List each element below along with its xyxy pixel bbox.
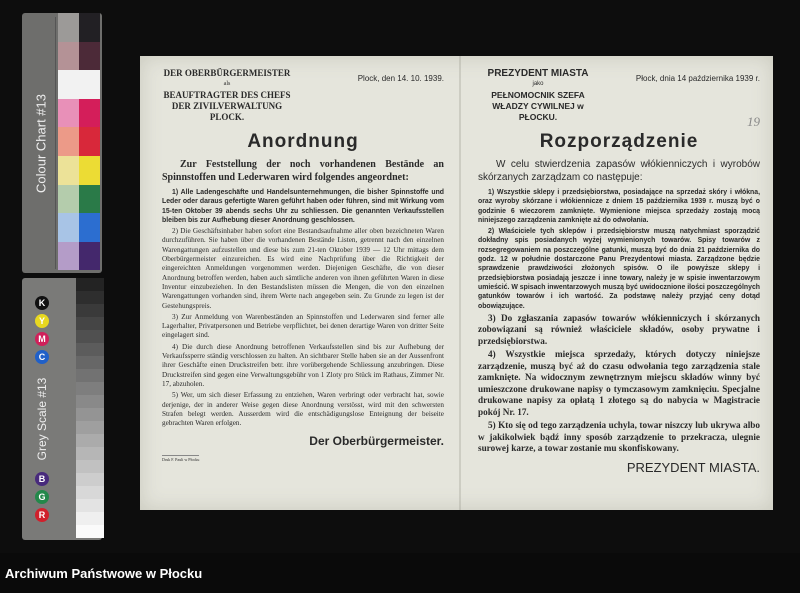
channel-dot-b: B bbox=[35, 472, 49, 486]
colour-swatch bbox=[79, 213, 100, 242]
issuer-jako: jako bbox=[532, 81, 544, 87]
document-title: Anordnung bbox=[247, 131, 359, 152]
grey-scale-title: Grey Scale #13 bbox=[35, 377, 49, 461]
colour-swatch bbox=[58, 242, 79, 271]
document-sheet bbox=[140, 56, 773, 510]
grey-step bbox=[76, 499, 104, 512]
grey-step bbox=[76, 343, 104, 356]
issuer-line-3: DER ZIVILVERWALTUNG PLOCK. bbox=[171, 101, 283, 122]
channel-dot-m: M bbox=[35, 332, 49, 346]
colour-swatch bbox=[58, 70, 79, 99]
colour-chart bbox=[22, 13, 102, 273]
grey-step bbox=[76, 291, 104, 304]
grey-step bbox=[76, 473, 104, 486]
paragraph-5: 5) Wer, um sich dieser Erfassung zu entziehen, Waren verbringt oder verbracht hat, sowie derjenige, der in anderer Weise gegen diese Anordnung verstösst, wird mit den schwersten Strafen belegt werden. Ausserdem wird die entschädigungslose Enteignung der beiseite gebrachten Waren erfolgen. bbox=[162, 391, 444, 428]
header-row bbox=[478, 68, 760, 123]
intro-text: Zur Feststellung der noch vorhandenen Bestände an Spinnstoffen und Lederwaren wird folgendes angeordnet: bbox=[162, 159, 444, 183]
document-date: Plock, den 14. 10. 1939. bbox=[357, 74, 444, 83]
intro-text: W celu stwierdzenia zapasów włókienniczych i wyrobów skórzanych zarządzam co następuje: bbox=[478, 159, 760, 183]
channel-dot-g: G bbox=[35, 490, 49, 504]
grey-step bbox=[76, 304, 104, 317]
paragraph-2: 2) Die Geschäftsinhaber haben sofort eine Bestandsaufnahme aller oben bezeichneten Waren durchzuführen. Sie haben über die vorhandenen Bestände Listen, getrennt nach den einzelnen Warengattungen aufzustellen und diese bis zum 21-ten Oktober 1939 — 12 Uhr mittags dem Oberbürgermeister einzureichen. Es wird eine Nachprüfung über die Richtigkeit der eingereichten Anmeldungen vorgenommen werden. Diejenigen Geschäfte, die von dieser Anordnung betroffen werden, haben auch sämtliche anderen von ihnen geführten Waren in diese Inventur einzubeziehen. In den Bestandslisten müssen die Mengen, die von den einzelnen Warengattungen vorhanden sind, ihrem Werte nach angegeben sein. Zu Grunde zu legen ist der Gestehungspreis. bbox=[162, 227, 444, 310]
german-column bbox=[162, 68, 444, 466]
colour-chart-title: Colour Chart #13 bbox=[33, 94, 49, 193]
issuer-line-2: PEŁNOMOCNIK SZEFA bbox=[491, 90, 585, 100]
paragraph-4: 4) Die durch diese Anordnung betroffenen Verkaufsstellen sind bis zur Aufhebung der Verkaufssperre ständig verschlossen zu halten. An sichtbarer Stelle haben sie an der Aussenfront ihrer Geschäfte einen Druckstreifen betr. ihre vorübergehende Schliessung anzubringen. Diese Druckstreifen sind gegen eine Verwaltungsgebühr von 1 Zloty pro Stück im Rathaus, Zimmer Nr. 17, abzuholen. bbox=[162, 342, 444, 388]
issuer-als: als bbox=[223, 81, 231, 87]
colour-swatch bbox=[58, 99, 79, 128]
issuer-header bbox=[162, 68, 292, 123]
issuer-title: DER OBERBÜRGERMEISTER bbox=[163, 68, 291, 78]
grey-step bbox=[76, 317, 104, 330]
channel-dot-y: Y bbox=[35, 314, 49, 328]
paragraph-3: 3) Zur Anmeldung von Warenbeständen an Spinnstoffen und Lederwaren sind ferner alle Lagerhalter, Privatpersonen und Betriebe verpflichtet, bei denen derartige Waren von dritter Seite eingelagert sind. bbox=[162, 312, 444, 340]
paragraph-5: 5) Kto się od tego zarządzenia uchyla, towar niszczy lub ukrywa albo w jakikolwiek bądź inny sposób zarządzenie to przekracza, ulegnie surowej karze, a towar zostanie mu skonfiskowany. bbox=[478, 420, 760, 454]
grey-step bbox=[76, 395, 104, 408]
signature: PREZYDENT MIASTA. bbox=[626, 459, 760, 475]
page-fold bbox=[459, 56, 461, 510]
grey-step bbox=[76, 382, 104, 395]
header-row bbox=[162, 68, 444, 123]
colour-swatch bbox=[58, 13, 79, 42]
issuer-line-3: WŁADZY CYWILNEJ w PŁOCKU. bbox=[492, 101, 584, 122]
colour-swatch bbox=[79, 185, 100, 214]
footer-bar bbox=[0, 553, 800, 593]
polish-column: PREZYDENT MIASTA jako PEŁNOMOCNIK SZEFA WŁADZY CYWILNEJ w PŁOCKU. Płock, dnia 14 października 1939 r. 19 Rozporządzenie W celu stwierdzenia zapasów włókienniczych i wyrobów skórzanych zarządzam co następuje: 1) Wszystkie sklepy i przedsiębiorstwa, posiadające na sprzedaż skóry i włókna, oraz wyroby skórzane i włókiennicze z dniem 15 października 1939 r. muszą być o godzinie 6 wieczorem zamknięte. Wymienione miejsca sprzedaży zostają mocą niniejszego zarządzenia zamknięte aż do odwołania. 2) Właściciele tych sklepów i przedsiębiorstw muszą natychmiast sporządzić dokładny spis posiadanych wyżej wymienionych towarów. Spisy towarów z rozsegregowaniem na poszczególne gatunki, muszą być do dnia 21 października do godz. 12 w południe dostarczone Panu Prezydentowi miasta. Zarządzone będzie sprawdzenie prawdziwości złożonych spisów. O ile powyższe sklepy i przedsiębiorstwa posiadają jeszcze i inne towary, należy je w spisie inwentarzowym umieścić. W spisach inwentarzowych muszą być uwidocznione ilości poszczególnych gatunków towarów i ich wartość. Za podstawę należy przyjąć ceny dotąd obowiązujące. 3) Do zgłaszania zapasów towarów włókienniczych i skórzanych zobowiązani są również właściciele składów, osoby prywatne i przedsiębiorstwa. 4) Wszystkie miejsca sprzedaży, których dotyczy niniejsze zarządzenie, muszą być aż do czasu odwołania tego zarządzenia stale zamknięte. Na widocznym zewnętrznym miejscu składów winny być umieszczone drukowane napisy o tymczasowym zamknięciu. Specjalne drukowane napisy za opłatą 1 złotego są do nabycia w Magistracie pokój Nr. 17. 5) Kto się od tego zarządzenia uchyla, towar niszczy lub ukrywa albo w jakikolwiek bądź inny sposób zarządzenie to przekracza, ulegnie surowej karze, a towar zostanie mu skonfiskowany. PREZYDENT MIASTA. bbox=[478, 68, 760, 475]
channel-dot-c: C bbox=[35, 350, 49, 364]
document-date: Płock, dnia 14 października 1939 r. bbox=[635, 74, 760, 83]
colour-swatch bbox=[58, 185, 79, 214]
channel-dot-k: K bbox=[35, 296, 49, 310]
grey-step bbox=[76, 330, 104, 343]
grey-scale-chart bbox=[22, 278, 102, 540]
colour-swatch bbox=[79, 242, 100, 271]
issuer-line-2: BEAUFTRAGTER DES CHEFS bbox=[163, 90, 291, 100]
grey-step bbox=[76, 369, 104, 382]
grey-step bbox=[76, 447, 104, 460]
grey-step bbox=[76, 525, 104, 538]
paragraph-3: 3) Do zgłaszania zapasów towarów włókienniczych i skórzanych zobowiązani są również właściciele składów, osoby prywatne i przedsiębiorstwa. bbox=[478, 312, 760, 346]
colour-swatch bbox=[58, 127, 79, 156]
printer-imprint: Druk F. Pauli w Płocku bbox=[162, 457, 200, 463]
grey-step bbox=[76, 408, 104, 421]
document-title: Rozporządzenie bbox=[539, 131, 699, 152]
colour-swatch bbox=[79, 99, 100, 128]
colour-swatch bbox=[58, 213, 79, 242]
colour-swatch bbox=[58, 42, 79, 71]
grey-step bbox=[76, 486, 104, 499]
colour-swatch bbox=[79, 127, 100, 156]
grey-step bbox=[76, 421, 104, 434]
grey-step bbox=[76, 356, 104, 369]
grey-step bbox=[76, 278, 104, 291]
grey-step bbox=[76, 434, 104, 447]
signature: Der Oberbürgermeister. bbox=[309, 434, 444, 449]
paragraph-2: 2) Właściciele tych sklepów i przedsiębiorstw muszą natychmiast sporządzić dokładny spis posiadanych wyżej wymienionych towarów. Spisy towarów z rozsegregowaniem na poszczególne gatunki, muszą być do dnia 21 października do godz. 12 w południe dostarczone Panu Prezydentowi miasta. Zarządzone będzie sprawdzenie prawdziwości złożonych spisów. O ile powyższe sklepy i przedsiębiorstwa posiadają jeszcze i inne towary, należy je w spisie inwentarzowym umieścić. W spisach inwentarzowych muszą być uwidocznione ilości poszczególnych gatunków towarów i ich wartość. Za podstawę należy przyjąć ceny dotąd obowiązujące. bbox=[478, 228, 760, 310]
paragraph-1: 1) Alle Ladengeschäfte und Handelsunternehmungen, die bisher Spinnstoffe und Leder oder daraus gefertigte Waren geführt haben oder führen, sind mit Wirkung vom 15-ten Oktober 39 abends sechs Uhr zu schliessen. Die genannten Verkaufsstellen bleiben bis zur Aufhebung dieser Anordnung geschlossen. bbox=[162, 189, 444, 224]
issuer-header bbox=[478, 68, 598, 123]
issuer-title: PREZYDENT MIASTA bbox=[487, 68, 589, 79]
grey-step bbox=[76, 460, 104, 473]
paragraph-1: 1) Wszystkie sklepy i przedsiębiorstwa, posiadające na sprzedaż skóry i włókna, oraz wyroby skórzane i włókiennicze z dniem 15 października 1939 r. muszą być o godzinie 6 wieczorem zamknięte. Wymienione miejsca sprzedaży zostają mocą niniejszego zarządzenia zamknięte aż do odwołania. bbox=[478, 189, 760, 224]
grey-step bbox=[76, 512, 104, 525]
archive-name: Archiwum Państwowe w Płocku bbox=[5, 566, 203, 581]
paragraph-4: 4) Wszystkie miejsca sprzedaży, których dotyczy niniejsze zarządzenie, muszą być aż do czasu odwołania tego zarządzenia stale zamknięte. Na widocznym zewnętrznym miejscu składów winny być umieszczone drukowane napisy o tymczasowym zamknięciu. Specjalne drukowane napisy za opłatą 1 złotego są do nabycia w Magistracie pokój Nr. 17. bbox=[478, 349, 760, 417]
colour-swatch bbox=[58, 156, 79, 185]
channel-dot-r: R bbox=[35, 508, 49, 522]
colour-swatch bbox=[79, 42, 100, 71]
colour-swatch bbox=[79, 70, 100, 99]
colour-swatch bbox=[79, 13, 100, 42]
colour-swatch bbox=[79, 156, 100, 185]
